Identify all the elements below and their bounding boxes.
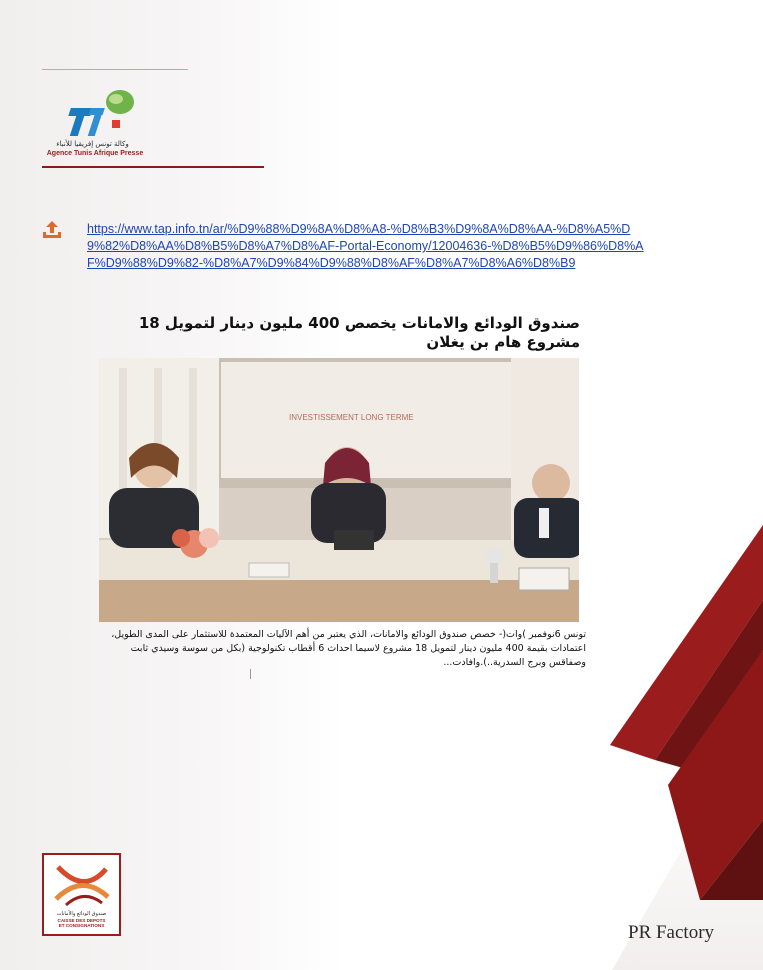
article-photo [99, 358, 579, 622]
article-excerpt: تونس 6نوفمبر )وات(- خصص صندوق الودائع والامانات، الذي يعتبر من أهم الآليات المعتمدة للاستثمار على المدى الطويل، اعتمادات بقيمة 400 مليون دينار لتمويل 18 مشروع لاسيما احداث 6 أقطاب تكنولوجية (بكل من سوسة وسيدي ثابت وصفاقس وبرج السدرية..).وافادت... [111, 629, 586, 668]
article-headline: صندوق الودائع والامانات يخصص 400 مليون دينار لتمويل 18 مشروع هام بن يغلان [138, 314, 580, 351]
top-rule [42, 69, 188, 70]
cdc-logo-mark [44, 855, 119, 911]
cdc-logo-french-line-1: CAISSE DES DEPOTS [57, 918, 106, 923]
cdc-logo-french [44, 918, 119, 928]
logo-divider [42, 166, 264, 168]
tap-logo-mark [40, 86, 150, 140]
svg-text:INVESTISSEMENT LONG TERME: INVESTISSEMENT LONG TERME [289, 413, 414, 422]
article-url-link[interactable]: https://www.tap.info.tn/ar/%D9%88%D9%8A%D8%A8-%D8%B3%D9%8A%D8%AA-%D8%A5%D9%82%D8%AA%D8%B5%D8%A7%D8%AF-Portal-Economy/12004636-%D8%B5%D9%86%D8%AF%D9%88%D9%82-%D8%A7%D9%84%D9%88%D8%AF%D8%A7%D8%A6%D8%B9 [87, 222, 644, 270]
pr-factory-brand: PR Factory [628, 922, 715, 943]
tap-logo [40, 86, 180, 164]
cdc-logo [42, 853, 121, 936]
text-cursor [250, 669, 251, 679]
cdc-logo-arabic: صندوق الودائع والأمانات [56, 911, 107, 917]
tap-logo-french: Agence Tunis Afrique Presse [46, 150, 144, 157]
tap-logo-arabic: وكالة تونس إفريقيا للأنباء [56, 140, 129, 148]
upload-arrow-icon[interactable] [40, 218, 64, 242]
cdc-logo-french-line-2: ET CONSIGNATIONS [58, 923, 105, 928]
